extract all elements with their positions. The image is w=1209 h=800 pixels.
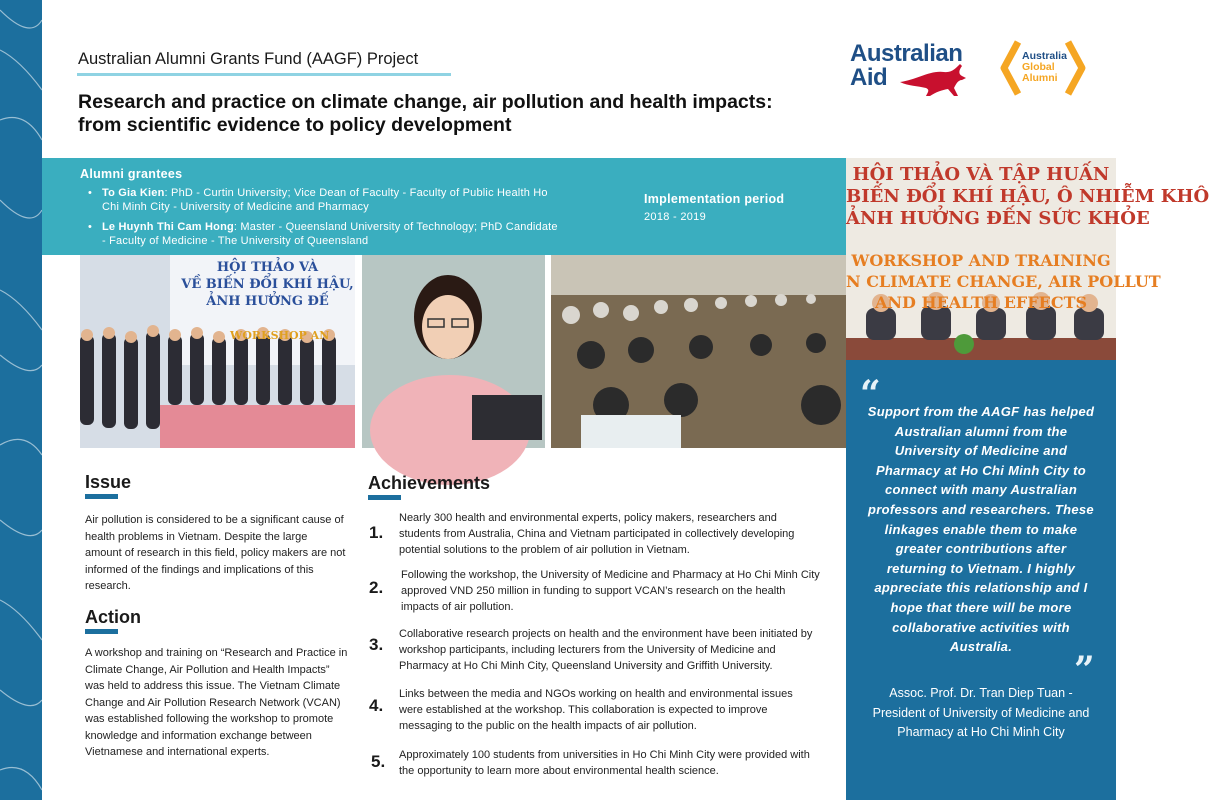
- delegates-photo-banner-vietnamese: HỘI THẢO VÀ VỀ BIẾN ĐỔI KHÍ HẬU, ẢNH HƯỞNG ĐẾ: [181, 260, 354, 309]
- australian-aid-logo-line-1: Australian: [850, 40, 963, 67]
- bullet-icon: •: [88, 187, 93, 199]
- achievement-text: Approximately 100 students from universities in Ho Chi Minh City were provided with the opportunity to learn more about environmental health science.: [399, 749, 810, 777]
- grantees-heading: Alumni grantees: [80, 167, 183, 181]
- achievement-text: Nearly 300 health and environmental experts, policy makers, researchers and students from Australia, China and Vietnam participated in collectively developing potential solutions to the problem of air pollution in Vietnam.: [399, 512, 795, 556]
- kangaroo-icon: [896, 62, 976, 100]
- testimonial-quote-text: Support from the AAGF has helped Australian alumni from the University of Medicine and Pharmacy at Ho Chi Minh City to connect with many Australian professors and researchers. These linkages enable them to make greater contributions after returning to Vietnam. I highly appreciate this relationship and I hope that there will be more collaborative activities with Australia.: [867, 404, 1095, 655]
- testimonial-quote-panel: [846, 360, 1116, 800]
- workshop-audience-photo: [551, 255, 846, 448]
- achievement-number: 3.: [369, 635, 384, 654]
- action-heading: Action: [85, 607, 141, 627]
- action-heading-bar: [85, 629, 118, 634]
- global-alumni-line-2: Global: [1022, 61, 1055, 73]
- issue-text: Air pollution is considered to be a significant cause of health problems in Vietnam. Despite the large amount of research in this field, policy makers are not informed of the findings and implications of this research.: [85, 514, 346, 592]
- left-decorative-band: [0, 0, 42, 800]
- wave-pattern-decoration: [0, 0, 42, 800]
- grantees-band: [42, 158, 846, 255]
- project-title: Australian Alumni Grants Fund (AAGF) Project: [78, 50, 419, 68]
- global-alumni-line-3: Alumni: [1022, 72, 1058, 84]
- achievement-text: Links between the media and NGOs working on health and environmental issues were established at the workshop. This collaboration is expected to improve messaging to the public on the health impacts of air pollution.: [399, 688, 793, 732]
- panel-photo-banner-english: WORKSHOP AND TRAINING N CLIMATE CHANGE, AIR POLLUT AND HEALTH EFFECTS: [846, 251, 1161, 312]
- achievements-heading-bar: [368, 495, 401, 500]
- audience-photo-illustration: [551, 255, 846, 448]
- australian-aid-logo-line-2: Aid: [850, 64, 888, 91]
- implementation-period-value: 2018 - 2019: [644, 211, 707, 223]
- implementation-period-heading: Implementation period: [644, 192, 785, 206]
- grantee-item: [88, 220, 562, 248]
- australia-global-alumni-logo: [1000, 38, 1086, 98]
- achievement-text: Collaborative research projects on health and the environment have been initiated by workshop participants, including lecturers from the University of Medicine and Pharmacy at Ho Chi Minh City, Queensland University and Griffith University.: [399, 628, 813, 672]
- achievement-number: 5.: [371, 752, 386, 771]
- australian-aid-logo: [850, 40, 978, 102]
- issue-heading: Issue: [85, 472, 132, 492]
- global-alumni-line-1: Australia: [1022, 50, 1067, 62]
- project-title-underline: [77, 73, 451, 76]
- open-quote-icon: “: [860, 373, 881, 415]
- portrait-photo-illustration: [362, 255, 545, 448]
- delegates-group-photo: [80, 255, 355, 448]
- grantee-detail: : PhD - Curtin University; Vice Dean of Faculty - Faculty of Public Health Ho Chi Minh City - University of Medicine and Pharmacy: [102, 187, 548, 213]
- issue-heading-bar: [85, 494, 118, 499]
- global-alumni-logo-text: [1022, 51, 1067, 84]
- grantee-item: [88, 186, 562, 214]
- grantee-name: To Gia Kien: [102, 187, 165, 199]
- achievement-number: 4.: [369, 696, 384, 715]
- page-title-line-2: from scientific evidence to policy development: [78, 114, 512, 136]
- achievement-number: 2.: [369, 578, 384, 597]
- achievement-number: 1.: [369, 523, 384, 542]
- workshop-panel-photo: [846, 158, 1209, 360]
- grantee-portrait-photo: [362, 255, 545, 448]
- grantee-detail: : Master - Queensland University of Technology; PhD Candidate - Faculty of Medicine - The University of Queensland: [102, 221, 558, 247]
- page-title-line-1: Research and practice on climate change, air pollution and health impacts:: [78, 91, 773, 113]
- achievement-text: Following the workshop, the University of Medicine and Pharmacy at Ho Chi Minh City approved VND 250 million in funding to support VCAN’s research on the health impacts of air pollution.: [401, 569, 820, 613]
- grantee-name: Le Huynh Thi Cam Hong: [102, 221, 234, 233]
- bullet-icon: •: [88, 221, 93, 233]
- action-text: A workshop and training on “Research and Practice in Climate Change, Air Pollution and Health Impacts” was held to address this issue. The Vietnam Climate Change and Air Pollution Research Network (VCAN) was established following the workshop to promote knowledge and information exchange between Vietnamese and international experts.: [85, 647, 348, 758]
- delegates-photo-banner-english: WORKSHOP AN: [230, 329, 330, 342]
- page-title: [78, 91, 838, 137]
- achievements-heading: Achievements: [368, 473, 491, 493]
- testimonial-attribution: Assoc. Prof. Dr. Tran Diep Tuan - President of University of Medicine and Pharmacy at Ho Chi Minh City: [872, 686, 1090, 740]
- panel-photo-banner-vietnamese: HỘI THẢO VÀ TẬP HUẤN BIẾN ĐỔI KHÍ HẬU, Ô NHIỄM KHÔ ẢNH HƯỞNG ĐẾN SỨC KHỎE: [846, 164, 1209, 229]
- close-quote-icon: ”: [1074, 649, 1095, 691]
